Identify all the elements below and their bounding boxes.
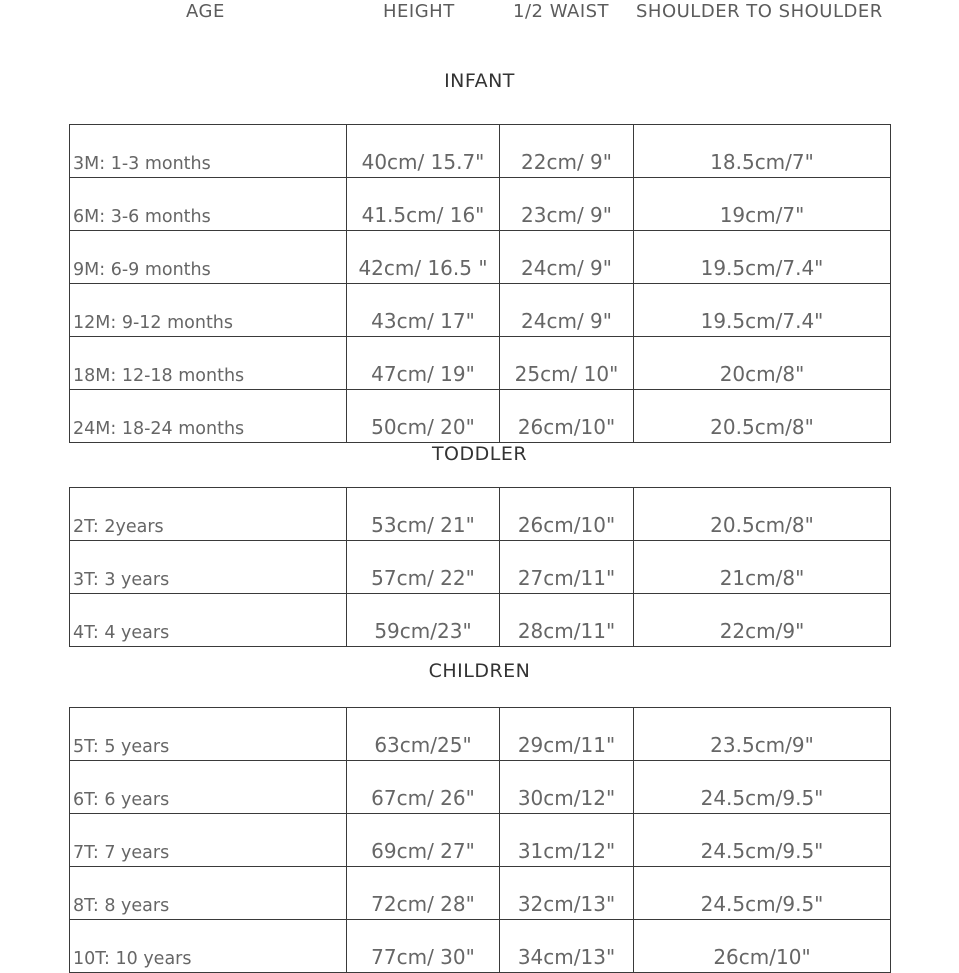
table-row [70, 761, 891, 814]
cell-waist: 27cm/11" [500, 541, 634, 594]
table-row [70, 541, 891, 594]
cell-waist: 24cm/ 9" [500, 284, 634, 337]
cell-waist: 22cm/ 9" [500, 125, 634, 178]
cell-height: 59cm/23" [347, 594, 500, 647]
cell-shoulder: 24.5cm/9.5" [634, 814, 891, 867]
cell-height: 50cm/ 20" [347, 390, 500, 443]
table-row [70, 920, 891, 973]
cell-age: 5T: 5 years [70, 708, 347, 761]
section-title-infant: INFANT [444, 70, 515, 92]
cell-age: 10T: 10 years [70, 920, 347, 973]
table-row [70, 867, 891, 920]
cell-waist: 23cm/ 9" [500, 178, 634, 231]
cell-height: 43cm/ 17" [347, 284, 500, 337]
table-row [70, 125, 891, 178]
cell-age: 12M: 9-12 months [70, 284, 347, 337]
cell-height: 63cm/25" [347, 708, 500, 761]
header-height: HEIGHT [383, 1, 455, 22]
cell-waist: 26cm/10" [500, 390, 634, 443]
cell-waist: 31cm/12" [500, 814, 634, 867]
cell-height: 42cm/ 16.5 " [347, 231, 500, 284]
cell-age: 6T: 6 years [70, 761, 347, 814]
cell-height: 77cm/ 30" [347, 920, 500, 973]
table-row [70, 231, 891, 284]
cell-shoulder: 20cm/8" [634, 337, 891, 390]
cell-shoulder: 20.5cm/8" [634, 488, 891, 541]
cell-waist: 34cm/13" [500, 920, 634, 973]
table-row [70, 390, 891, 443]
table-row [70, 708, 891, 761]
section-title-toddler: TODDLER [431, 443, 528, 465]
cell-shoulder: 19.5cm/7.4" [634, 231, 891, 284]
table-row [70, 814, 891, 867]
cell-waist: 30cm/12" [500, 761, 634, 814]
table-row [70, 284, 891, 337]
cell-waist: 25cm/ 10" [500, 337, 634, 390]
table-row [70, 488, 891, 541]
cell-waist: 32cm/13" [500, 867, 634, 920]
cell-waist: 24cm/ 9" [500, 231, 634, 284]
cell-shoulder: 23.5cm/9" [634, 708, 891, 761]
size-table-toddler [69, 487, 891, 647]
cell-height: 41.5cm/ 16" [347, 178, 500, 231]
size-table-children [69, 707, 891, 973]
cell-age: 8T: 8 years [70, 867, 347, 920]
cell-age: 9M: 6-9 months [70, 231, 347, 284]
header-shoulder-to-shoulder: SHOULDER TO SHOULDER [636, 1, 883, 22]
cell-waist: 29cm/11" [500, 708, 634, 761]
cell-shoulder: 18.5cm/7" [634, 125, 891, 178]
header-half-waist: 1/2 WAIST [513, 1, 610, 22]
cell-height: 57cm/ 22" [347, 541, 500, 594]
cell-shoulder: 19cm/7" [634, 178, 891, 231]
header-age: AGE [186, 1, 225, 22]
cell-age: 3T: 3 years [70, 541, 347, 594]
cell-shoulder: 20.5cm/8" [634, 390, 891, 443]
cell-age: 7T: 7 years [70, 814, 347, 867]
cell-shoulder: 19.5cm/7.4" [634, 284, 891, 337]
cell-height: 69cm/ 27" [347, 814, 500, 867]
cell-age: 18M: 12-18 months [70, 337, 347, 390]
cell-shoulder: 21cm/8" [634, 541, 891, 594]
cell-age: 3M: 1-3 months [70, 125, 347, 178]
section-title-children: CHILDREN [428, 660, 531, 682]
cell-age: 4T: 4 years [70, 594, 347, 647]
cell-age: 2T: 2years [70, 488, 347, 541]
cell-height: 53cm/ 21" [347, 488, 500, 541]
cell-height: 40cm/ 15.7" [347, 125, 500, 178]
cell-shoulder: 22cm/9" [634, 594, 891, 647]
cell-waist: 26cm/10" [500, 488, 634, 541]
cell-age: 24M: 18-24 months [70, 390, 347, 443]
table-row [70, 337, 891, 390]
cell-height: 67cm/ 26" [347, 761, 500, 814]
cell-age: 6M: 3-6 months [70, 178, 347, 231]
cell-shoulder: 26cm/10" [634, 920, 891, 973]
cell-shoulder: 24.5cm/9.5" [634, 867, 891, 920]
cell-shoulder: 24.5cm/9.5" [634, 761, 891, 814]
cell-height: 47cm/ 19" [347, 337, 500, 390]
cell-waist: 28cm/11" [500, 594, 634, 647]
size-table-infant [69, 124, 891, 443]
cell-height: 72cm/ 28" [347, 867, 500, 920]
table-row [70, 178, 891, 231]
table-row [70, 594, 891, 647]
